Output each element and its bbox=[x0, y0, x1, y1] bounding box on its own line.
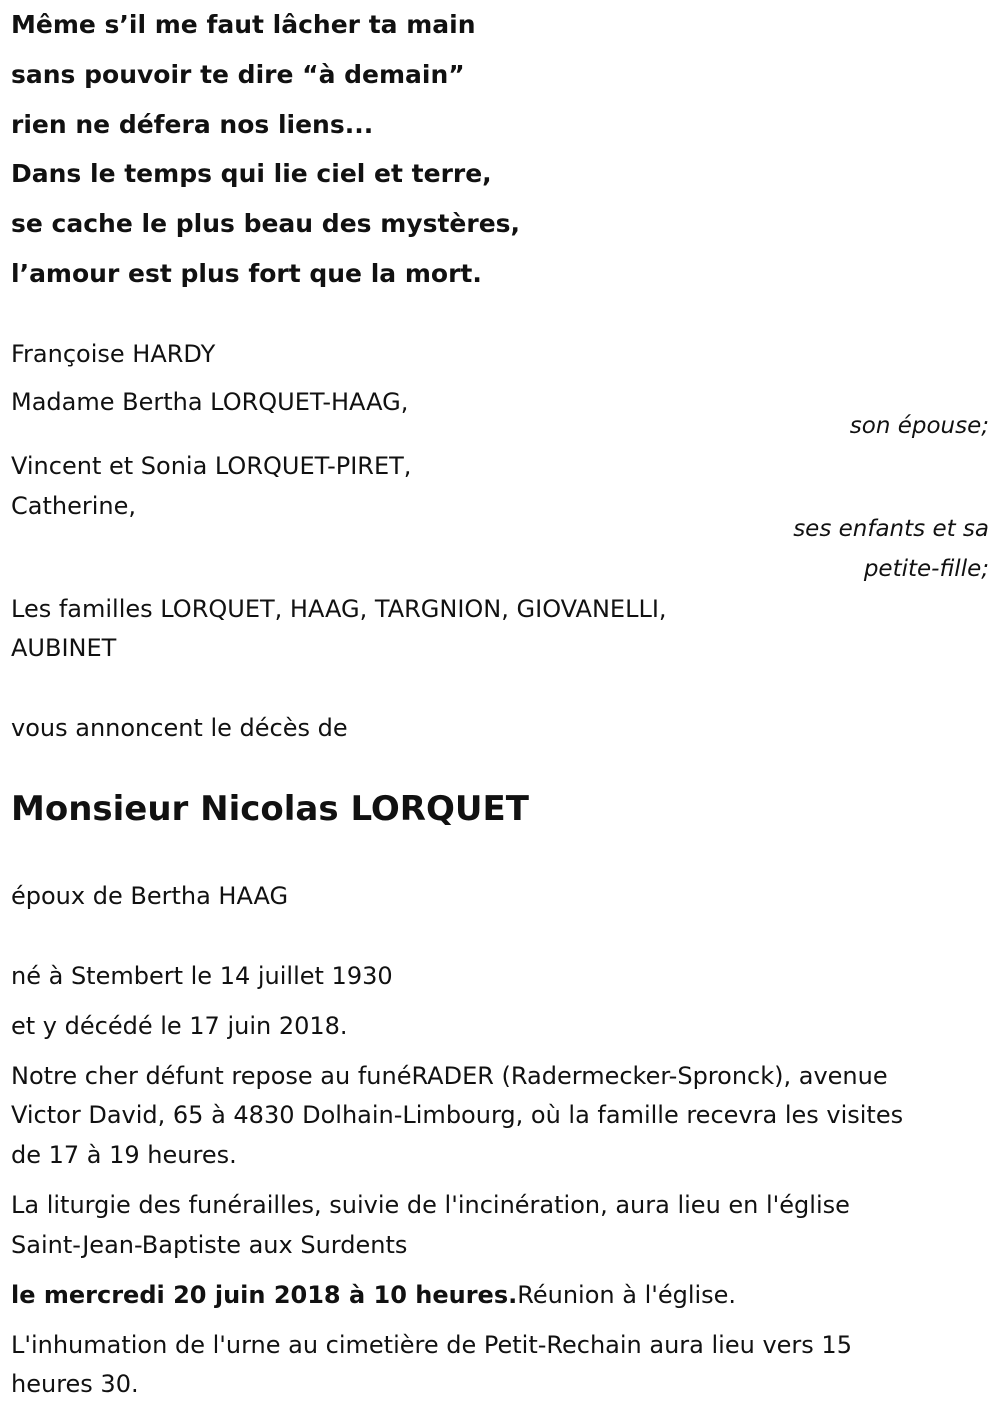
ceremony-date-line bbox=[11, 1279, 736, 1311]
poem-line-2: sans pouvoir te dire “à demain” bbox=[11, 60, 465, 89]
liturgy-line-2: Saint-Jean-Baptiste aux Surdents bbox=[11, 1231, 408, 1259]
children-line-1: Vincent et Sonia LORQUET-PIRET, bbox=[11, 452, 412, 480]
husband-of: époux de Bertha HAAG bbox=[11, 882, 289, 910]
repose-line-2: Victor David, 65 à 4830 Dolhain-Limbourg, où la famille recevra les visites bbox=[11, 1101, 904, 1129]
poem-line-4: Dans le temps qui lie ciel et terre, bbox=[11, 159, 492, 188]
deceased-name: Monsieur Nicolas LORQUET bbox=[11, 789, 529, 829]
children-line-2: Catherine, bbox=[11, 492, 136, 520]
ceremony-meeting: Réunion à l'église. bbox=[517, 1281, 737, 1309]
inhumation-line-1: L'inhumation de l'urne au cimetière de Petit-Rechain aura lieu vers 15 bbox=[11, 1331, 852, 1359]
poem-line-5: se cache le plus beau des mystères, bbox=[11, 209, 521, 238]
children-role-line-2: petite-fille; bbox=[863, 556, 989, 582]
liturgy-line-1: La liturgie des funérailles, suivie de l'incinération, aura lieu en l'église bbox=[11, 1191, 850, 1219]
repose-line-3: de 17 à 19 heures. bbox=[11, 1141, 237, 1169]
children-role-line-1: ses enfants et sa bbox=[793, 516, 989, 542]
poem-line-6: l’amour est plus fort que la mort. bbox=[11, 259, 482, 288]
ceremony-date: le mercredi 20 juin 2018 à 10 heures. bbox=[11, 1281, 518, 1309]
families-line-1: Les familles LORQUET, HAAG, TARGNION, GIOVANELLI, bbox=[11, 595, 667, 623]
inhumation-line-2: heures 30. bbox=[11, 1370, 139, 1398]
poem-author: Françoise HARDY bbox=[11, 340, 216, 368]
poem-line-3: rien ne défera nos liens... bbox=[11, 110, 374, 139]
spouse-name: Madame Bertha LORQUET-HAAG, bbox=[11, 388, 409, 416]
repose-line-1: Notre cher défunt repose au funéRADER (Radermecker-Spronck), avenue bbox=[11, 1062, 888, 1090]
poem-line-1: Même s’il me faut lâcher ta main bbox=[11, 10, 476, 39]
birth-info: né à Stembert le 14 juillet 1930 bbox=[11, 962, 393, 990]
announce-text: vous annoncent le décès de bbox=[11, 714, 348, 742]
families-line-2: AUBINET bbox=[11, 634, 117, 662]
spouse-role: son épouse; bbox=[849, 413, 989, 439]
death-info: et y décédé le 17 juin 2018. bbox=[11, 1012, 348, 1040]
